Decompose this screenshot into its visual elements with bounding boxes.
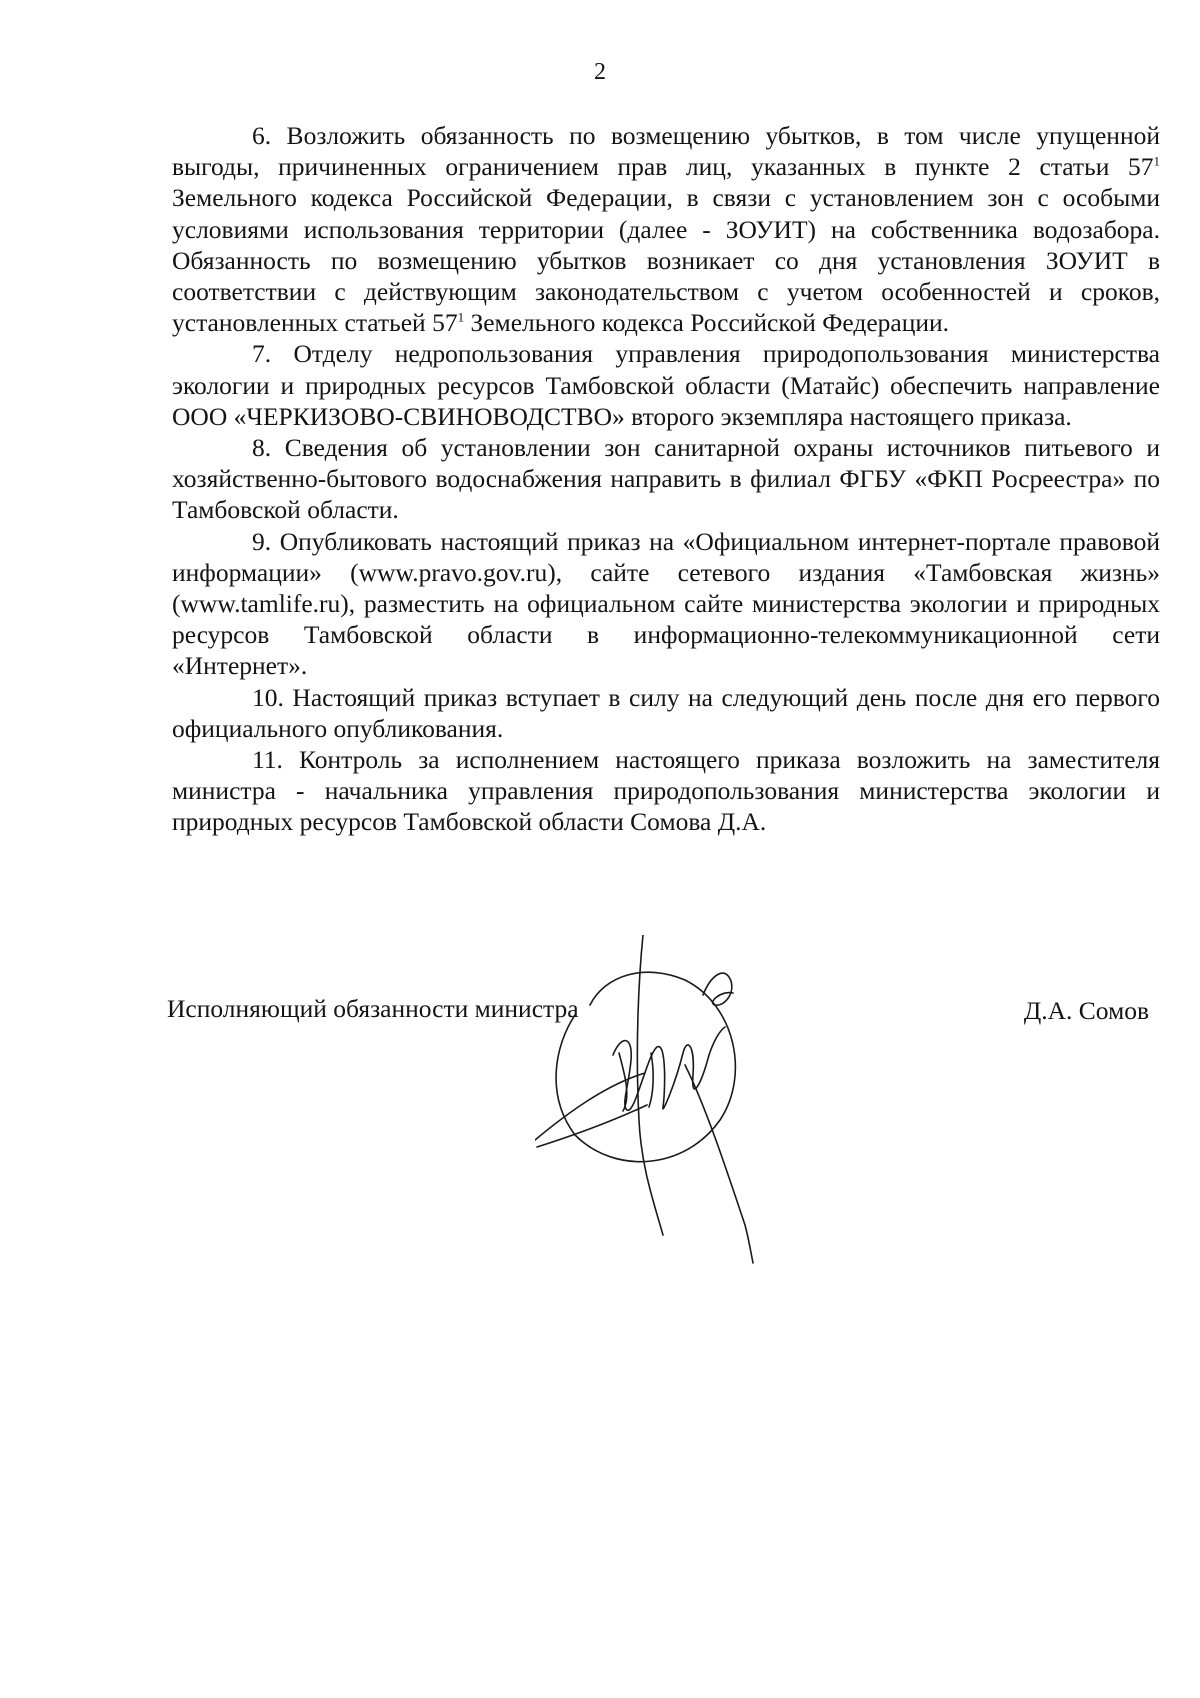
paragraph-9 — [172, 526, 1160, 682]
handwritten-signature — [535, 935, 835, 1265]
signature-tail-stroke — [685, 1065, 753, 1263]
paragraph-10-text: 10. Настоящий приказ вступает в силу на следующий день после дня его первого официального опубликования. — [172, 682, 1160, 743]
paragraph-6-text-a: 6. Возложить обязанность по возмещению убытков, в том числе упущенной выгоды, причиненных ограничением прав лиц, указанных в пункте 2 статьи 57 — [172, 121, 1160, 182]
paragraph-7 — [172, 338, 1160, 432]
paragraph-6 — [172, 120, 1160, 338]
paragraph-11 — [172, 744, 1160, 838]
signer-name: Д.А. Сомов — [1023, 996, 1149, 1025]
paragraph-6-text-b: Земельного кодекса Российской Федерации, в связи с установлением зон с особыми условиями использования территории (далее - ЗОУИТ) на собственника водозабора. Обязанность по возмещению убытков возникает со дня установления ЗОУИТ в соответствии с действующим законодательством с учетом особенностей и сроков, установленных статьей 57 — [172, 183, 1160, 338]
paragraph-6-text-c: Земельного кодекса Российской Федерации. — [464, 308, 950, 338]
article-superscript: 1 — [457, 309, 465, 325]
paragraph-9-text: 9. Опубликовать настоящий приказ на «Официальном интернет-портале правовой информации» (www.pravo.gov.ru), сайте сетевого издания «Тамбовская жизнь» (www.tamlife.ru), разместить на официальном сайте министерства экологии и природных ресурсов Тамбовской области в информационно-телекоммуникационной сети «Интернет». — [172, 526, 1160, 681]
signature-flourish-stroke — [703, 973, 733, 1005]
paragraph-7-text: 7. Отделу недропользования управления природопользования министерства экологии и природных ресурсов Тамбовской области (Матайс) обеспечить направление ООО «ЧЕРКИЗОВО-СВИНОВОДСТВО» второго экземпляра настоящего приказа. — [172, 339, 1160, 431]
signer-title: Исполняющий обязанности министра — [167, 994, 579, 1023]
article-superscript: 1 — [1153, 153, 1160, 169]
signature-waves-stroke — [613, 1027, 725, 1110]
paragraph-10 — [172, 682, 1160, 744]
paragraph-11-text: 11. Контроль за исполнением настоящего приказа возложить на заместителя министра - начальника управления природопользования министерства экологии и природных ресурсов Тамбовской области Сомова Д.А. — [172, 745, 1160, 837]
paragraph-8-text: 8. Сведения об установлении зон санитарной охраны источников питьевого и хозяйственно-бытового водоснабжения направить в филиал ФГБУ «ФКП Росреестра» по Тамбовской области. — [172, 433, 1160, 525]
page-number: 2 — [594, 59, 606, 85]
paragraph-8 — [172, 432, 1160, 526]
order-body — [172, 120, 1160, 838]
signature-loop-stroke — [556, 972, 735, 1161]
